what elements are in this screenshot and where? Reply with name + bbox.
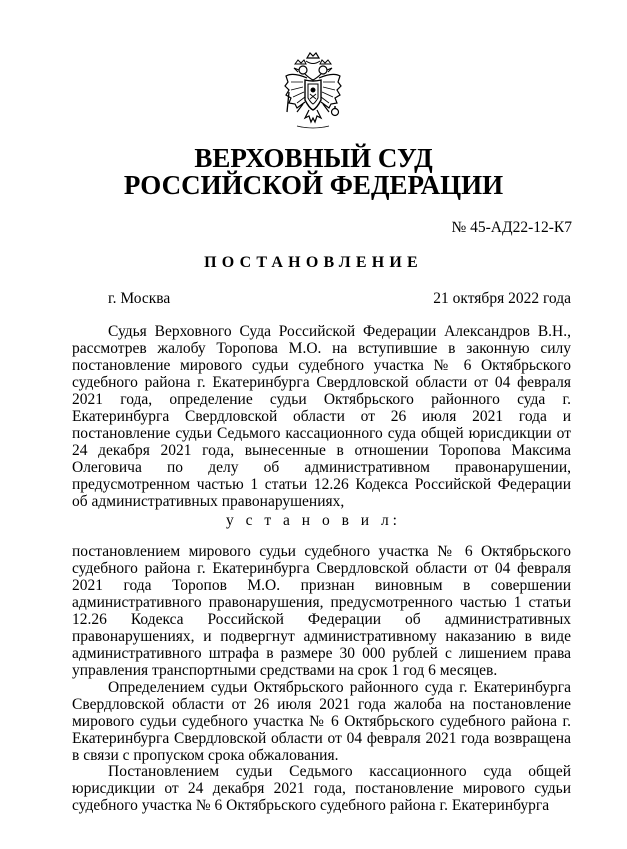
body-paragraph-2: Определением судьи Октябрьского районного суда г. Екатеринбурга Свердловской области от 26 июля 2021 года жалоба на постановление мирового судьи судебного участка № 6 Октябрьского судебного района г. Екатеринбурга Свердловской области от 04 февраля 2021 года возвращена в связи с пропуском срока обжалования. — [72, 679, 571, 764]
verdict-heading: у с т а н о в и л: — [226, 512, 401, 529]
body-paragraph-1: постановлением мирового судьи судебного участка № 6 Октябрьского судебного района г. Екатеринбурга Свердловской области от 04 февраля 2021 года Торопов М.О. признан виновным в совершении административного правонарушения, предусмотренного частью 1 статьи 12.26 Кодекса Российской Федерации об административных правонарушениях, и подвергнут административному наказанию в виде административного штрафа в размере 30 000 рублей с лишением права управления транспортными средствами на срок 1 год 6 месяцев. — [72, 543, 571, 679]
court-name-line-2: РОССИЙСКОЙ ФЕДЕРАЦИИ — [123, 170, 504, 200]
intro-paragraph: Судья Верховного Суда Российской Федерации Александров В.Н., рассмотрев жалобу Торопова М.О. на вступившие в законную силу постановление мирового судьи судебного участка № 6 Октябрьского судебного района г. Екатеринбурга Свердловской области от 04 февраля 2021 года, определение судьи Октябрьского районного суда г. Екатеринбурга Свердловской области от 26 июля 2021 года и постановление судьи Седьмого кассационного суда общей юрисдикции от 24 декабря 2021 года, вынесенные в отношении Торопова Максима Олеговича по делу об административном правонарушении, предусмотренном частью 1 статьи 12.26 Кодекса Российской Федерации об административных правонарушениях, — [72, 323, 571, 510]
body-paragraph-3: Постановлением судьи Седьмого кассационного суда общей юрисдикции от 24 декабря 2021 года, постановление мирового судьи судебного участка № 6 Октябрьского судебного района г. Екатеринбурга — [72, 763, 571, 814]
issue-date: 21 октября 2022 года — [433, 290, 571, 307]
place-of-issue: г. Москва — [108, 290, 171, 307]
case-number: № 45-АД22-12-К7 — [451, 219, 572, 236]
document-type-heading: ПОСТАНОВЛЕНИЕ — [204, 254, 423, 271]
court-name-line-1: ВЕРХОВНЫЙ СУД — [194, 143, 433, 173]
coat-of-arms-icon — [283, 52, 343, 130]
